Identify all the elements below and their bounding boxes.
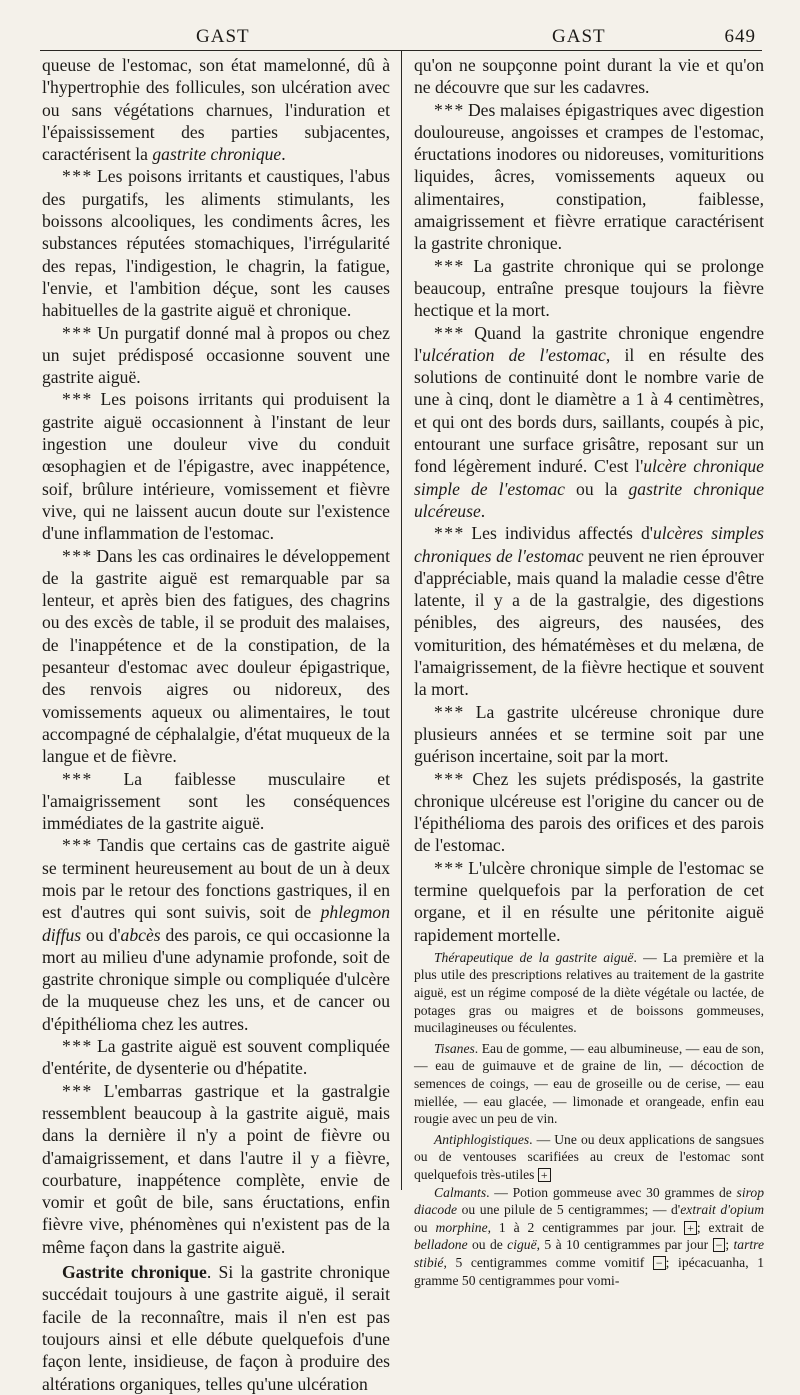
asterism-icon: * * * <box>62 1080 92 1101</box>
page-number: 649 <box>724 26 756 47</box>
minus-box-icon: − <box>713 1238 726 1252</box>
paragraph: * * * Les poisons irritants et caustiques, l'abus des purgatifs, les aliments stimulants, les boissons alcooliques, les condiments âcres, les substances réputées stomachiques, l'irrégularité des repas, l'indigestion, le chagrin, la fatigue, l'envie, et l'ambition déçue, sont les causes habituelles de la gastrite aiguë et chronique. <box>42 166 390 321</box>
asterism-icon: * * * <box>434 255 464 276</box>
paragraph: * * * L'embarras gastrique et la gastralgie ressemblent beaucoup à la gastrite aiguë, mais dans la dernière il n'y a point de fièvre ou d'amaigrissement, et dans l'autre il y a fièvre, courbature, inappétence complète, envie de vomir et goût de bile, sans éructations, enfin fièvre vive, phénomènes qui n'existent pas de la même façon dans la gastrite aiguë. <box>42 1080 390 1257</box>
asterism-icon: * * * <box>434 523 464 544</box>
paragraph: * * * Dans les cas ordinaires le développement de la gastrite aiguë est remarquable par sa lenteur, et après bien des fatigues, des chagrins ou des excès de table, il se produit des malaises, de l'inappétence et de la constipation, de la pesanteur d'estomac avec douleur épigastrique, des renvois aigres ou nidoreux, des vomissements aqueux ou alimentaires, le tout accompagné de céphalalgie, d'état muqueux de la langue et de fièvre. <box>42 545 390 767</box>
therapy-paragraph: Thérapeutique de la gastrite aiguë. — La première et la plus utile des prescriptions relatives au traitement de la gastrite aiguë, est un régime composé de la diète végétale ou lactée, de potages gras ou maigres et de boissons gommeuses, mucilagineuses ou féculentes. <box>414 949 764 1036</box>
paragraph: queuse de l'estomac, son état mamelonné, dû à l'hypertrophie des follicules, son ulcération avec ou sans végétations charnues, l'induration et l'épaississement des parties subjacentes, caractérisent la gastrite chronique. <box>42 55 390 165</box>
paragraph: * * * Tandis que certains cas de gastrite aiguë se terminent heureusement au bout de un à deux mois par le retour des fonctions gastriques, il en est d'autres qui sont suivis, soit de phlegmon diffus ou d'abcès des parois, ce qui occasionne la mort au milieu d'une adynamie profonde, soit de gastrite chronique simple ou compliquée d'ulcère de la muqueuse chez les uns, et de cancer ou d'épithélioma chez les autres. <box>42 835 391 1034</box>
asterism-icon: * * * <box>62 389 92 410</box>
asterism-icon: * * * <box>434 768 464 789</box>
paragraph: qu'on ne soupçonne point durant la vie et qu'on ne découvre que sur les cadavres. <box>414 55 764 98</box>
asterism-icon: * * * <box>62 835 92 856</box>
plus-box-icon: + <box>538 1168 551 1182</box>
asterism-icon: * * * <box>434 701 464 722</box>
paragraph: * * * Des malaises épigastriques avec digestion douloureuse, angoisses et crampes de l'estomac, éructations inodores ou nidoreuses, vomituritions liquides, âcres, vomissements aqueux ou alimentaires, constipation, faiblesse, amaigrissement et fièvre erratique caractérisent la gastrite chronique. <box>414 99 764 254</box>
asterism-icon: * * * <box>62 1036 92 1057</box>
asterism-icon: * * * <box>434 322 464 343</box>
paragraph: * * * Un purgatif donné mal à propos ou chez un sujet prédisposé occasionne souvent une gastrite aiguë. <box>42 322 390 388</box>
minus-box-icon: − <box>653 1256 666 1270</box>
right-column <box>414 54 764 1289</box>
section-paragraph: Gastrite chronique. Si la gastrite chronique succédait toujours à une gastrite aiguë, il serait facile de la reconnaître, mais il n'en est pas toujours ainsi et elle débute quelquefois d'une façon lente, insidieuse, de façon à produire des altérations organiques, telles qu'une ulcération <box>42 1262 390 1394</box>
asterism-icon: * * * <box>434 99 464 120</box>
section-heading: Gastrite chronique <box>62 1262 207 1283</box>
paragraph: * * * La gastrite ulcéreuse chronique dure plusieurs années et se termine soit par une guérison incertaine, soit par la mort. <box>414 701 764 767</box>
asterism-icon: * * * <box>434 857 464 878</box>
therapy-paragraph: Antiphlogistiques. — Une ou deux applications de sangsues ou de ventouses scarifiées au creux de l'estomac sont quelquefois très-utiles + <box>414 1131 764 1182</box>
paragraph: * * * La gastrite aiguë est souvent compliquée d'entérite, de dysenterie ou d'hépatite. <box>42 1036 390 1079</box>
paragraph: * * * Les individus affectés d'ulcères simples chroniques de l'estomac peuvent ne rien éprouver d'appréciable, mais quand la maladie cesse d'être latente, il y a de la gastralgie, des digestions pénibles, des aigreurs, des nausées, des vomiturition, des hématémèses et du melæna, de l'amaigrissement, de la fièvre hectique et souvent la mort. <box>414 523 764 700</box>
therapy-paragraph: Calmants. — Potion gommeuse avec 30 grammes de sirop diacode ou une pilule de 5 centigrammes; — d'extrait d'opium ou morphine, 1 à 2 centigrammes par jour. + ; extrait de belladone ou de ciguë, 5 à 10 centigrammes par jour − ; tartre stibié, 5 centigrammes comme vomitif − ; ipécacuanha, 1 gramme 50 centigrammes pour vomi- <box>414 1184 765 1288</box>
running-head-right: GAST <box>552 26 606 47</box>
paragraph: * * * La faiblesse musculaire et l'amaigrissement sont les conséquences immédiates de la gastrite aiguë. <box>42 768 390 834</box>
asterism-icon: * * * <box>62 545 92 566</box>
asterism-icon: * * * <box>62 322 92 343</box>
plus-box-icon: + <box>684 1221 697 1235</box>
asterism-icon: * * * <box>62 768 92 789</box>
therapy-paragraph: Tisanes. Eau de gomme, — eau albumineuse, — eau de son, — eau de guimauve et de graine de lin, — décoction de semences de coings, — eau de groseille ou de cerise, — eau miellée, — eau glacée, — limonade et orangeade, enfin eau rougie avec un peu de vin. <box>414 1040 764 1127</box>
paragraph: * * * Quand la gastrite chronique engendre l'ulcération de l'estomac, il en résulte des solutions de continuité dont le nombre varie de une à cinq, dont le diamètre a 1 à 4 centimètres, et qui ont des bords durs, saillants, coupés à pic, entourant une surface grisâtre, reposant sur un fond légèrement induré. C'est l'ulcère chronique simple de l'estomac ou la gastrite chronique ulcéreuse. <box>414 322 764 521</box>
column-divider <box>401 50 402 1190</box>
paragraph: * * * La gastrite chronique qui se prolonge beaucoup, entraîne presque toujours la fièvre hectique et la mort. <box>414 255 764 321</box>
left-column <box>42 54 390 1395</box>
paragraph: * * * Chez les sujets prédisposés, la gastrite chronique ulcéreuse est l'origine du cancer ou de l'épithélioma des parois des orifices et des parois de l'estomac. <box>414 768 764 856</box>
running-head-left: GAST <box>196 26 250 47</box>
paragraph: * * * L'ulcère chronique simple de l'estomac se termine quelquefois par la perforation de cet organe, et il en résulte une péritonite aiguë rapidement mortelle. <box>414 857 764 945</box>
paragraph: * * * Les poisons irritants qui produisent la gastrite aiguë occasionnent à l'instant de leur ingestion une douleur vive du conduit œsophagien et de l'épigastre, avec inappétence, soif, brûlure intérieure, vomissement et fièvre vive, qui ne laissent aucun doute sur l'existence d'une inflammation de l'estomac. <box>42 389 390 544</box>
asterism-icon: * * * <box>62 166 92 187</box>
